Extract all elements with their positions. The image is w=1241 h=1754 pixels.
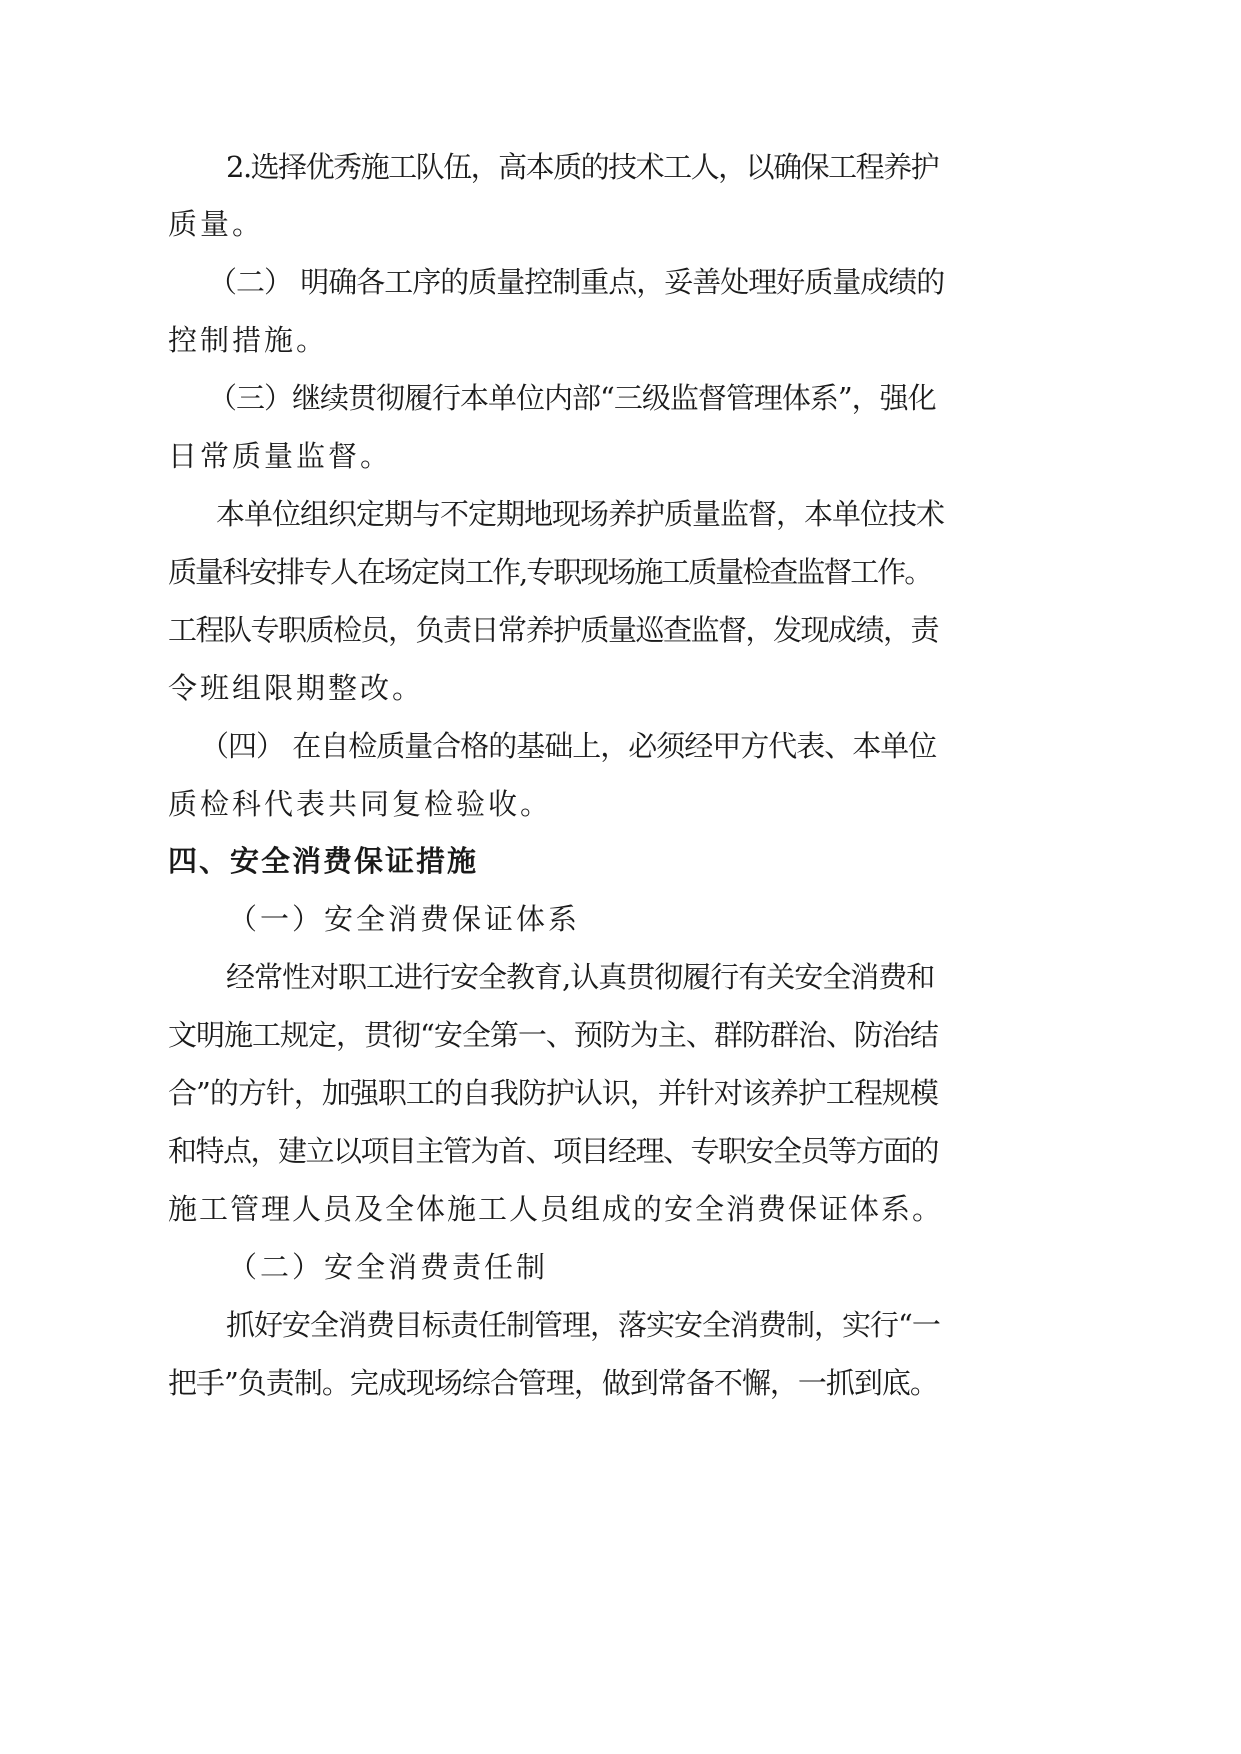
subsection-2-heading: （二）安全消费责任制 bbox=[228, 1250, 549, 1284]
paragraph-5-line-1: （四） 在自检质量合格的基础上，必须经甲方代表、本单位 bbox=[200, 729, 937, 763]
paragraph-2-line-1: （二） 明确各工序的质量控制重点，妥善处理好质量成绩的 bbox=[208, 265, 945, 299]
paragraph-6-line-3: 合”的方针，加强职工的自我防护认识，并针对该养护工程规模 bbox=[168, 1076, 938, 1110]
section-heading: 四、安全消费保证措施 bbox=[168, 844, 479, 878]
paragraph-5-line-2: 质检科代表共同复检验收。 bbox=[168, 787, 553, 821]
subsection-1-heading: （一）安全消费保证体系 bbox=[228, 902, 581, 936]
paragraph-4-line-2: 质量科安排专人在场定岗工作,专职现场施工质量检查监督工作。 bbox=[168, 555, 932, 589]
paragraph-4-line-4: 令班组限期整改。 bbox=[168, 671, 425, 705]
paragraph-2-line-2: 控制措施。 bbox=[168, 323, 329, 357]
paragraph-7-line-2: 把手”负责制。完成现场综合管理，做到常备不懈，一抓到底。 bbox=[168, 1366, 938, 1400]
paragraph-6-line-4: 和特点，建立以项目主管为首、项目经理、专职安全员等方面的 bbox=[168, 1134, 939, 1168]
paragraph-1-line-2: 质量。 bbox=[168, 207, 265, 241]
paragraph-6-line-1: 经常性对职工进行安全教育,认真贯彻履行有关安全消费和 bbox=[226, 960, 935, 994]
paragraph-3-line-2: 日常质量监督。 bbox=[168, 439, 393, 473]
paragraph-6-line-5: 施工管理人员及全体施工人员组成的安全消费保证体系。 bbox=[168, 1192, 944, 1226]
paragraph-6-line-2: 文明施工规定，贯彻“安全第一、预防为主、群防群治、防治结 bbox=[168, 1018, 938, 1052]
paragraph-4-line-3: 工程队专职质检员，负责日常养护质量巡查监督，发现成绩，责 bbox=[168, 613, 939, 647]
paragraph-4-line-1: 本单位组织定期与不定期地现场养护质量监督，本单位技术 bbox=[216, 497, 945, 531]
paragraph-3-line-1: （三）继续贯彻履行本单位内部“三级监督管理体系”，强化 bbox=[208, 381, 936, 415]
paragraph-1-line-1: 2.选择优秀施工队伍，高本质的技术工人，以确保工程养护 bbox=[226, 150, 939, 184]
paragraph-7-line-1: 抓好安全消费目标责任制管理，落实安全消费制，实行“一 bbox=[226, 1308, 940, 1342]
